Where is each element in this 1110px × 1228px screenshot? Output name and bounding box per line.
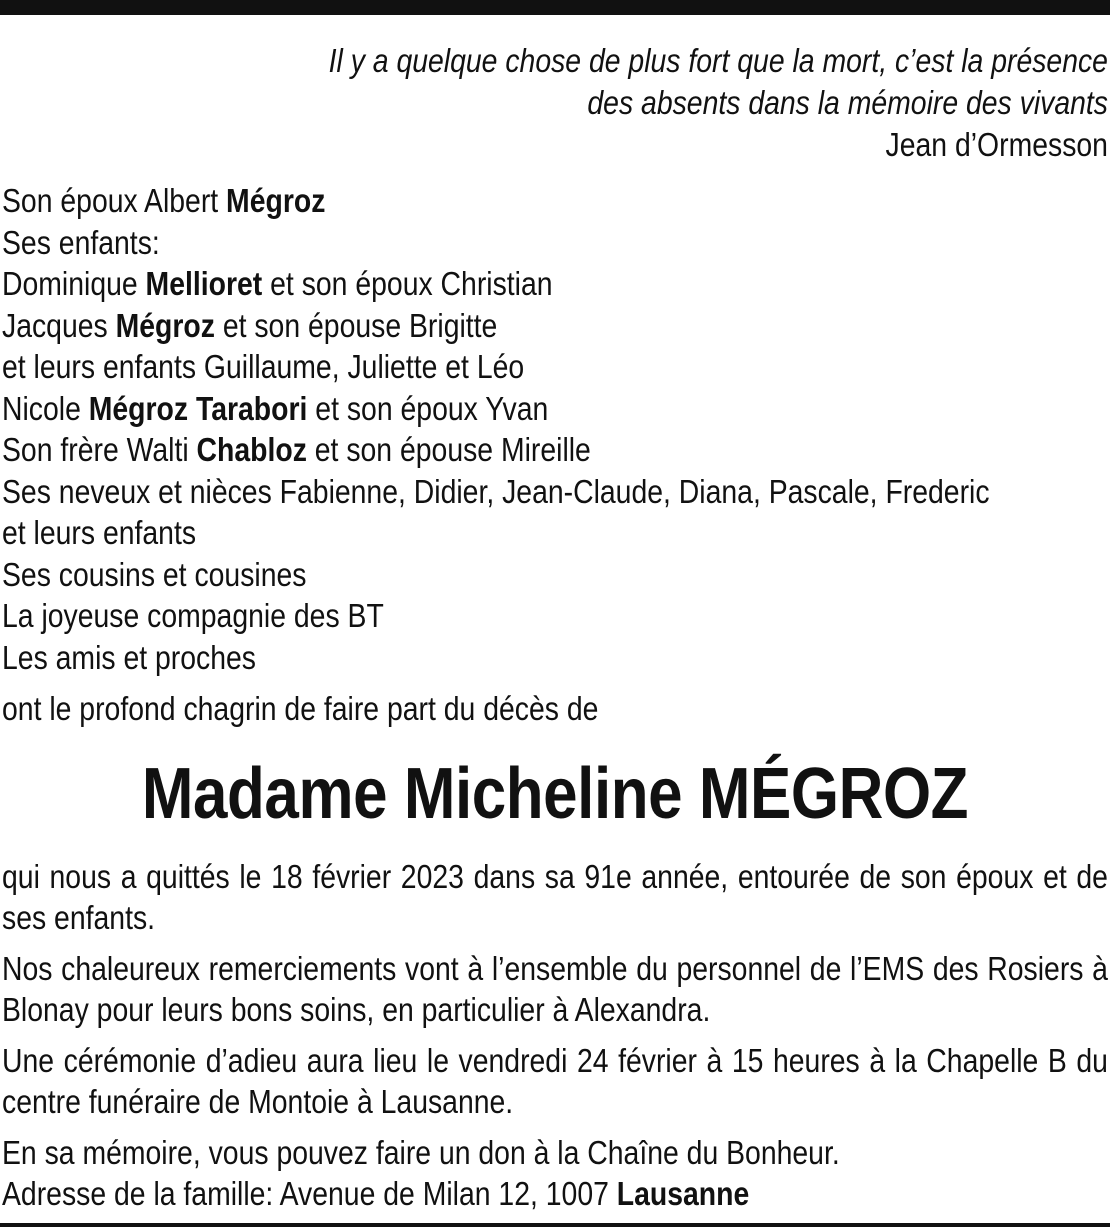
quote-line-1: Il y a quelque chose de plus fort que la mort, c’est la présence	[328, 42, 1108, 79]
child1-spouse: et son époux Christian	[262, 265, 553, 302]
husband-text: Son époux Albert	[2, 182, 227, 219]
address-text: Adresse de la famille: Avenue de Milan 12, 1007	[2, 1175, 617, 1212]
family-list	[2, 180, 1108, 678]
family-cousins: Ses cousins et cousines	[2, 555, 307, 593]
family-nephews-kids: et leurs enfants	[2, 514, 197, 551]
paragraph-passing: qui nous a quittés le 18 février 2023 dans sa 91e année, entourée de son époux et de ses enfants.	[2, 858, 1108, 936]
family-children-label: Ses enfants:	[2, 223, 160, 261]
child3-first: Nicole	[2, 389, 89, 427]
top-rule	[0, 0, 1110, 15]
family-friends: Les amis et proches	[2, 638, 256, 676]
address-city: Lausanne	[616, 1175, 750, 1212]
quote-line-2: des absents dans la mémoire des vivants	[587, 84, 1108, 121]
bottom-rule	[0, 1223, 1110, 1227]
family-child-3	[2, 388, 1108, 430]
brother-surname: Chabloz	[196, 431, 307, 468]
obituary-notice	[2, 40, 1108, 1214]
child3-surname: Mégroz Tarabori	[88, 389, 308, 427]
family-husband	[2, 180, 1108, 222]
child2-surname: Mégroz	[115, 306, 215, 344]
donation-line: En sa mémoire, vous pouvez faire un don à la Chaîne du Bonheur.	[2, 1134, 840, 1171]
family-company: La joyeuse compagnie des BT	[2, 597, 384, 634]
quote-author: Jean d’Ormesson	[885, 126, 1108, 163]
family-nephews: Ses neveux et nièces Fabienne, Didier, Jean-Claude, Diana, Pascale, Frederic	[2, 472, 990, 510]
brother-first: Son frère Walti	[2, 431, 197, 468]
child1-surname: Mellioret	[145, 265, 263, 302]
family-child-1	[2, 263, 1108, 305]
family-child-2-kids: et leurs enfants Guillaume, Juliette et Léo	[2, 348, 525, 385]
family-brother	[2, 429, 1108, 471]
family-address	[2, 1173, 1108, 1214]
husband-surname: Mégroz	[226, 182, 326, 219]
child3-spouse: et son époux Yvan	[307, 389, 549, 427]
child1-first: Dominique	[2, 265, 146, 302]
paragraph-thanks: Nos chaleureux remerciements vont à l’ensemble du personnel de l’EMS des Rosiers à Blonay pour leurs bons soins, en particulier à Alexandra.	[2, 950, 1108, 1028]
child2-spouse: et son épouse Brigitte	[214, 306, 498, 344]
announcement-line: ont le profond chagrin de faire part du décès de	[2, 690, 599, 727]
paragraph-ceremony: Une cérémonie d’adieu aura lieu le vendredi 24 février à 15 heures à la Chapelle B du centre funéraire de Montoie à Lausanne.	[2, 1042, 1108, 1120]
deceased-name: Madame Micheline MÉGROZ	[141, 754, 969, 834]
family-child-2	[2, 305, 1108, 347]
brother-spouse: et son épouse Mireille	[306, 431, 591, 468]
epigraph	[2, 40, 1108, 166]
child2-first: Jacques	[2, 306, 116, 344]
paragraph-donation	[2, 1132, 1108, 1214]
